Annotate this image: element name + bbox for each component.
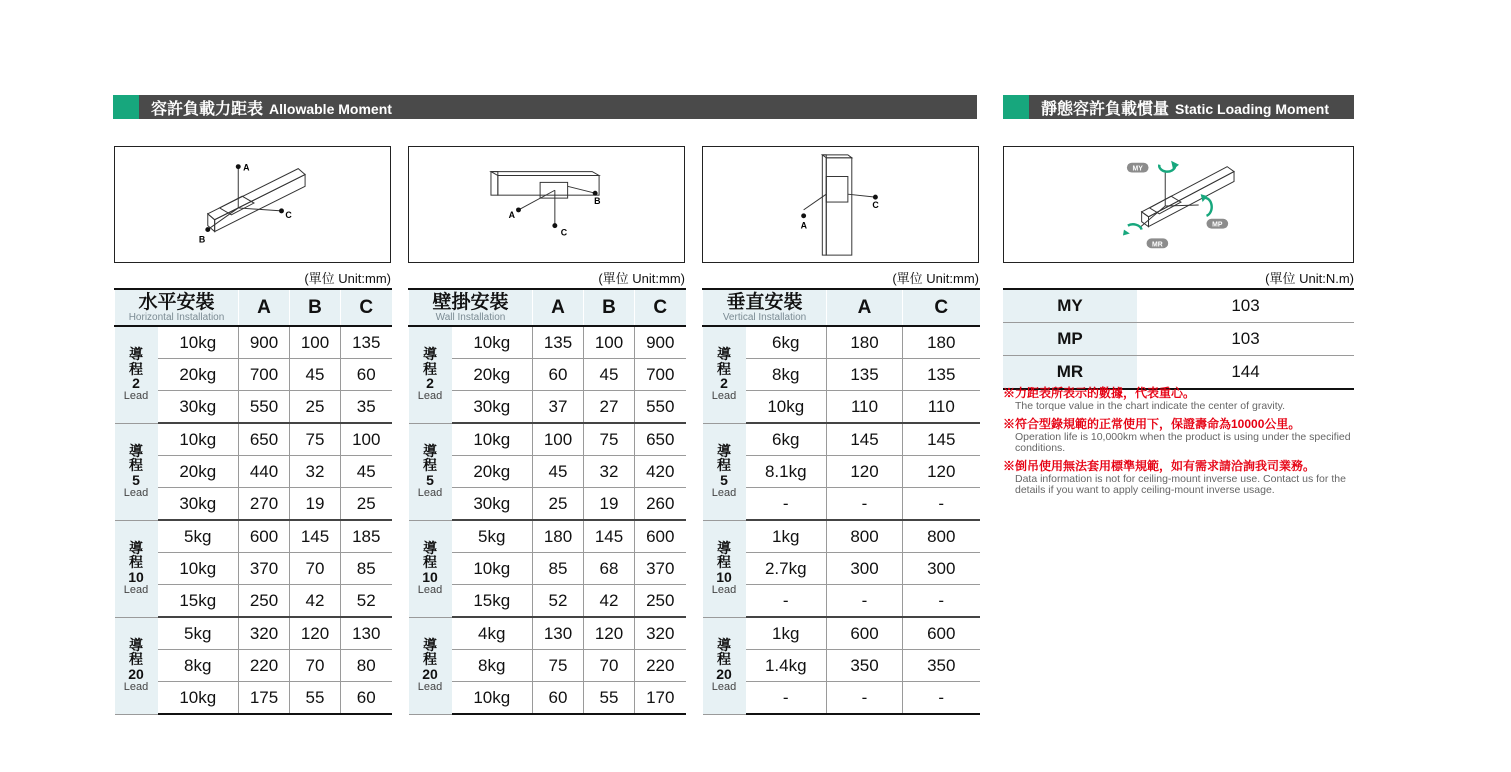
- lead-cell: [703, 326, 746, 423]
- load-cell: 5kg: [158, 617, 239, 650]
- column-header: C: [903, 289, 980, 326]
- label-c: C: [560, 227, 568, 238]
- banner-title-zh: 容許負載力距表: [151, 100, 264, 118]
- note-en: The torque value in the chart indicate the center of gravity.: [1015, 400, 1286, 412]
- lead-number: 10: [422, 569, 438, 586]
- load-cell: 10kg: [746, 391, 827, 424]
- value-cell: 75: [584, 423, 635, 456]
- table-row: [115, 520, 392, 553]
- load-cell: 1.4kg: [746, 650, 827, 682]
- label-mr: MR: [1152, 241, 1163, 249]
- value-cell: 100: [584, 326, 635, 359]
- value-cell: 60: [341, 682, 392, 715]
- lead-en: Lead: [123, 390, 149, 402]
- load-cell: 8kg: [746, 359, 827, 391]
- value-cell: 600: [239, 520, 290, 553]
- label-a: A: [243, 162, 250, 173]
- table-row: [409, 520, 686, 553]
- value-cell: 45: [533, 456, 584, 488]
- lead-en: Lead: [417, 486, 443, 499]
- installation-title-zh: 垂直安裝: [726, 291, 803, 313]
- load-cell: 8kg: [158, 650, 239, 682]
- value-cell: 180: [533, 520, 584, 553]
- load-cell: 6kg: [746, 423, 827, 456]
- static-rail-drawing: [1004, 147, 1353, 262]
- static-value: 103: [1137, 289, 1354, 323]
- load-cell: 5kg: [158, 520, 239, 553]
- lead-zh: 導: [423, 345, 437, 362]
- lead-number: 20: [128, 666, 144, 683]
- value-cell: -: [827, 682, 903, 715]
- lead-zh: 程: [423, 360, 437, 377]
- lead-zh: 程: [423, 554, 437, 571]
- lead-cell: [409, 520, 452, 617]
- value-cell: 60: [533, 359, 584, 391]
- label-b: B: [198, 234, 206, 245]
- table-row: [409, 617, 686, 650]
- label-my: MY: [1132, 165, 1143, 173]
- lead-cell: [409, 326, 452, 423]
- static-moment-table: [1003, 288, 1354, 390]
- value-cell: 650: [239, 423, 290, 456]
- lead-cell: [115, 617, 158, 714]
- column-header: B: [290, 289, 341, 326]
- value-cell: 135: [827, 359, 903, 391]
- column-header: B: [584, 289, 635, 326]
- wall-rail-drawing: [409, 147, 684, 262]
- note-zh: ※符合型錄規範的正常使用下，保證壽命為10000公里。: [1003, 417, 1301, 432]
- unit-label-static: (單位 Unit:N.m): [1265, 271, 1354, 286]
- table-row: [115, 617, 392, 650]
- load-cell: 10kg: [158, 423, 239, 456]
- table-row: [115, 423, 392, 456]
- value-cell: 75: [533, 650, 584, 682]
- value-cell: 70: [584, 650, 635, 682]
- value-cell: 320: [239, 617, 290, 650]
- value-cell: 52: [341, 585, 392, 618]
- value-cell: 370: [635, 553, 686, 585]
- label-c: C: [872, 199, 879, 210]
- load-cell: 2.7kg: [746, 553, 827, 585]
- table-header-row: [409, 289, 686, 326]
- lead-zh: 程: [129, 360, 143, 377]
- installation-header: [115, 289, 239, 326]
- value-cell: 350: [903, 650, 980, 682]
- value-cell: 700: [635, 359, 686, 391]
- value-cell: 70: [290, 553, 341, 585]
- vertical-moment-table: [702, 288, 980, 715]
- lead-zh: 導: [717, 539, 731, 556]
- lead-zh: 導: [423, 539, 437, 556]
- banner-accent: [1003, 95, 1029, 119]
- value-cell: 85: [533, 553, 584, 585]
- lead-zh: 程: [717, 651, 731, 668]
- value-cell: 300: [827, 553, 903, 585]
- installation-title-en: Vertical Installation: [722, 311, 807, 323]
- lead-zh: 導: [423, 636, 437, 653]
- load-cell: 1kg: [746, 520, 827, 553]
- value-cell: 270: [239, 488, 290, 521]
- value-cell: 100: [290, 326, 341, 359]
- value-cell: 800: [903, 520, 980, 553]
- value-cell: 145: [584, 520, 635, 553]
- value-cell: 135: [341, 326, 392, 359]
- value-cell: 42: [290, 585, 341, 618]
- load-cell: 5kg: [452, 520, 533, 553]
- lead-zh: 導: [423, 442, 437, 459]
- value-cell: 45: [584, 359, 635, 391]
- lead-cell: [703, 617, 746, 714]
- banner-title-en: Static Loading Moment: [1175, 100, 1330, 117]
- banner-title-en: Allowable Moment: [269, 100, 392, 117]
- table-row: [703, 520, 980, 553]
- note-en: Operation life is 10,000km when the product is using under the specified conditions.: [1015, 431, 1351, 455]
- lead-zh: 導: [129, 539, 143, 556]
- value-cell: 550: [635, 391, 686, 424]
- lead-number: 20: [422, 666, 438, 683]
- lead-zh: 導: [717, 636, 731, 653]
- lead-zh: 導: [129, 442, 143, 459]
- lead-number: 5: [720, 472, 728, 489]
- value-cell: 19: [290, 488, 341, 521]
- value-cell: 420: [635, 456, 686, 488]
- lead-number: 10: [128, 569, 144, 586]
- installation-title-en: Horizontal Installation: [128, 311, 225, 323]
- load-cell: 10kg: [158, 553, 239, 585]
- lead-zh: 程: [717, 360, 731, 377]
- lead-zh: 程: [129, 554, 143, 571]
- column-header: A: [827, 289, 903, 326]
- lead-en: Lead: [123, 486, 149, 499]
- value-cell: 900: [635, 326, 686, 359]
- lead-cell: [409, 617, 452, 714]
- lead-cell: [115, 520, 158, 617]
- load-cell: 10kg: [158, 326, 239, 359]
- load-cell: -: [746, 682, 827, 715]
- value-cell: 32: [584, 456, 635, 488]
- value-cell: 37: [533, 391, 584, 424]
- table-header-row: [115, 289, 392, 326]
- static-key: MR: [1003, 356, 1137, 390]
- value-cell: 110: [827, 391, 903, 424]
- lead-number: 10: [716, 569, 732, 586]
- banner-title-zh: 靜態容許負載慣量: [1041, 100, 1170, 118]
- label-a: A: [800, 220, 808, 231]
- value-cell: 145: [827, 423, 903, 456]
- value-cell: 27: [584, 391, 635, 424]
- label-c: C: [285, 209, 292, 220]
- value-cell: 250: [635, 585, 686, 618]
- table-row: [703, 423, 980, 456]
- lead-number: 5: [132, 472, 140, 489]
- table-row: [703, 326, 980, 359]
- value-cell: -: [903, 682, 980, 715]
- static-value: 103: [1137, 323, 1354, 356]
- table-header-row: [703, 289, 980, 326]
- lead-zh: 導: [717, 345, 731, 362]
- lead-zh: 程: [423, 457, 437, 474]
- installation-header: [409, 289, 533, 326]
- static-row-mp: [1003, 323, 1354, 356]
- label-a: A: [508, 209, 516, 220]
- lead-en: Lead: [123, 680, 149, 693]
- unit-label-wall: (單位 Unit:mm): [598, 271, 685, 286]
- value-cell: 52: [533, 585, 584, 618]
- table-row: [115, 326, 392, 359]
- installation-title-en: Wall Installation: [435, 311, 506, 323]
- load-cell: 6kg: [746, 326, 827, 359]
- table-row: [409, 423, 686, 456]
- value-cell: 170: [635, 682, 686, 715]
- installation-header: [703, 289, 827, 326]
- value-cell: 250: [239, 585, 290, 618]
- value-cell: 120: [903, 456, 980, 488]
- value-cell: 600: [635, 520, 686, 553]
- column-header: C: [635, 289, 686, 326]
- value-cell: 135: [903, 359, 980, 391]
- value-cell: 145: [290, 520, 341, 553]
- value-cell: 900: [239, 326, 290, 359]
- value-cell: 35: [341, 391, 392, 424]
- load-cell: 10kg: [452, 553, 533, 585]
- value-cell: 300: [903, 553, 980, 585]
- load-cell: 10kg: [452, 682, 533, 715]
- value-cell: 440: [239, 456, 290, 488]
- label-mp: MP: [1212, 221, 1223, 229]
- value-cell: 180: [903, 326, 980, 359]
- static-key: MP: [1003, 323, 1137, 356]
- value-cell: 180: [827, 326, 903, 359]
- lead-cell: [409, 423, 452, 520]
- lead-zh: 導: [129, 636, 143, 653]
- table-row: [409, 326, 686, 359]
- lead-cell: [115, 326, 158, 423]
- value-cell: 70: [290, 650, 341, 682]
- lead-en: Lead: [711, 390, 737, 402]
- value-cell: 80: [341, 650, 392, 682]
- value-cell: 220: [635, 650, 686, 682]
- lead-cell: [703, 423, 746, 520]
- value-cell: 120: [584, 617, 635, 650]
- static-key: MY: [1003, 289, 1137, 323]
- value-cell: 350: [827, 650, 903, 682]
- value-cell: 100: [341, 423, 392, 456]
- lead-number: 5: [426, 472, 434, 489]
- lead-zh: 程: [717, 457, 731, 474]
- installation-title-zh: 水平安裝: [138, 291, 215, 313]
- value-cell: 55: [584, 682, 635, 715]
- lead-en: Lead: [417, 390, 443, 402]
- value-cell: -: [827, 585, 903, 618]
- lead-en: Lead: [417, 583, 443, 596]
- load-cell: 10kg: [452, 326, 533, 359]
- static-moment-banner: [1003, 95, 1354, 119]
- unit-label-horizontal: (單位 Unit:mm): [304, 271, 391, 286]
- vertical-rail-drawing: [703, 147, 978, 262]
- vertical-diagram: [702, 146, 979, 263]
- load-cell: 30kg: [158, 391, 239, 424]
- load-cell: -: [746, 488, 827, 521]
- unit-label-vertical: (單位 Unit:mm): [892, 271, 979, 286]
- value-cell: 19: [584, 488, 635, 521]
- load-cell: 10kg: [452, 423, 533, 456]
- note-zh: ※倒吊使用無法套用標準規範，如有需求請洽詢我司業務。: [1003, 459, 1316, 474]
- value-cell: 68: [584, 553, 635, 585]
- allowable-moment-banner: [113, 95, 977, 119]
- column-header: A: [239, 289, 290, 326]
- lead-zh: 導: [717, 442, 731, 459]
- value-cell: 600: [903, 617, 980, 650]
- note-zh: ※力距表所表示的數據，代表重心。: [1003, 386, 1196, 400]
- label-b: B: [594, 196, 601, 207]
- column-header: A: [533, 289, 584, 326]
- note-en: Data information is not for ceiling-mount inverse use. Contact us for the details if you want to apply ceiling-mount inverse usage.: [1015, 473, 1346, 497]
- load-cell: 30kg: [452, 391, 533, 424]
- load-cell: 15kg: [158, 585, 239, 618]
- value-cell: 130: [341, 617, 392, 650]
- value-cell: 32: [290, 456, 341, 488]
- installation-title-zh: 壁掛安裝: [432, 291, 509, 313]
- static-row-my: [1003, 289, 1354, 323]
- load-cell: 20kg: [452, 359, 533, 391]
- value-cell: 60: [533, 682, 584, 715]
- horizontal-diagram: [114, 146, 391, 263]
- value-cell: 260: [635, 488, 686, 521]
- value-cell: 135: [533, 326, 584, 359]
- static-value: 144: [1137, 356, 1354, 390]
- wall-moment-table: [408, 288, 686, 715]
- load-cell: 15kg: [452, 585, 533, 618]
- value-cell: -: [903, 585, 980, 618]
- value-cell: 55: [290, 682, 341, 715]
- banner-accent: [113, 95, 139, 119]
- load-cell: 10kg: [158, 682, 239, 715]
- value-cell: 220: [239, 650, 290, 682]
- value-cell: 550: [239, 391, 290, 424]
- value-cell: 320: [635, 617, 686, 650]
- value-cell: 120: [290, 617, 341, 650]
- table-row: [703, 617, 980, 650]
- value-cell: 185: [341, 520, 392, 553]
- wall-diagram: [408, 146, 685, 263]
- value-cell: 600: [827, 617, 903, 650]
- value-cell: 45: [341, 456, 392, 488]
- lead-cell: [115, 423, 158, 520]
- lead-zh: 程: [423, 651, 437, 668]
- value-cell: -: [903, 488, 980, 521]
- value-cell: 145: [903, 423, 980, 456]
- load-cell: 1kg: [746, 617, 827, 650]
- value-cell: 175: [239, 682, 290, 715]
- lead-number: 2: [132, 375, 140, 392]
- lead-cell: [703, 520, 746, 617]
- value-cell: 45: [290, 359, 341, 391]
- value-cell: 25: [290, 391, 341, 424]
- horizontal-rail-drawing: [115, 147, 390, 262]
- value-cell: 650: [635, 423, 686, 456]
- column-header: C: [341, 289, 392, 326]
- lead-zh: 導: [129, 345, 143, 362]
- value-cell: 110: [903, 391, 980, 424]
- value-cell: 25: [341, 488, 392, 521]
- load-cell: 4kg: [452, 617, 533, 650]
- value-cell: 85: [341, 553, 392, 585]
- load-cell: 8kg: [452, 650, 533, 682]
- value-cell: -: [827, 488, 903, 521]
- lead-number: 2: [720, 375, 728, 392]
- load-cell: 20kg: [158, 359, 239, 391]
- lead-zh: 程: [129, 457, 143, 474]
- notes-section: [1003, 384, 1355, 499]
- load-cell: 30kg: [158, 488, 239, 521]
- lead-en: Lead: [123, 583, 149, 596]
- lead-number: 2: [426, 375, 434, 392]
- load-cell: 20kg: [452, 456, 533, 488]
- lead-number: 20: [716, 666, 732, 683]
- load-cell: -: [746, 585, 827, 618]
- value-cell: 120: [827, 456, 903, 488]
- lead-zh: 程: [717, 554, 731, 571]
- value-cell: 800: [827, 520, 903, 553]
- value-cell: 42: [584, 585, 635, 618]
- lead-zh: 程: [129, 651, 143, 668]
- value-cell: 700: [239, 359, 290, 391]
- lead-en: Lead: [711, 680, 737, 693]
- lead-en: Lead: [417, 680, 443, 693]
- load-cell: 8.1kg: [746, 456, 827, 488]
- load-cell: 20kg: [158, 456, 239, 488]
- value-cell: 75: [290, 423, 341, 456]
- value-cell: 130: [533, 617, 584, 650]
- value-cell: 370: [239, 553, 290, 585]
- value-cell: 100: [533, 423, 584, 456]
- horizontal-moment-table: [114, 288, 392, 715]
- lead-en: Lead: [711, 486, 737, 499]
- static-diagram: [1003, 146, 1354, 263]
- load-cell: 30kg: [452, 488, 533, 521]
- value-cell: 60: [341, 359, 392, 391]
- value-cell: 25: [533, 488, 584, 521]
- lead-en: Lead: [711, 583, 737, 596]
